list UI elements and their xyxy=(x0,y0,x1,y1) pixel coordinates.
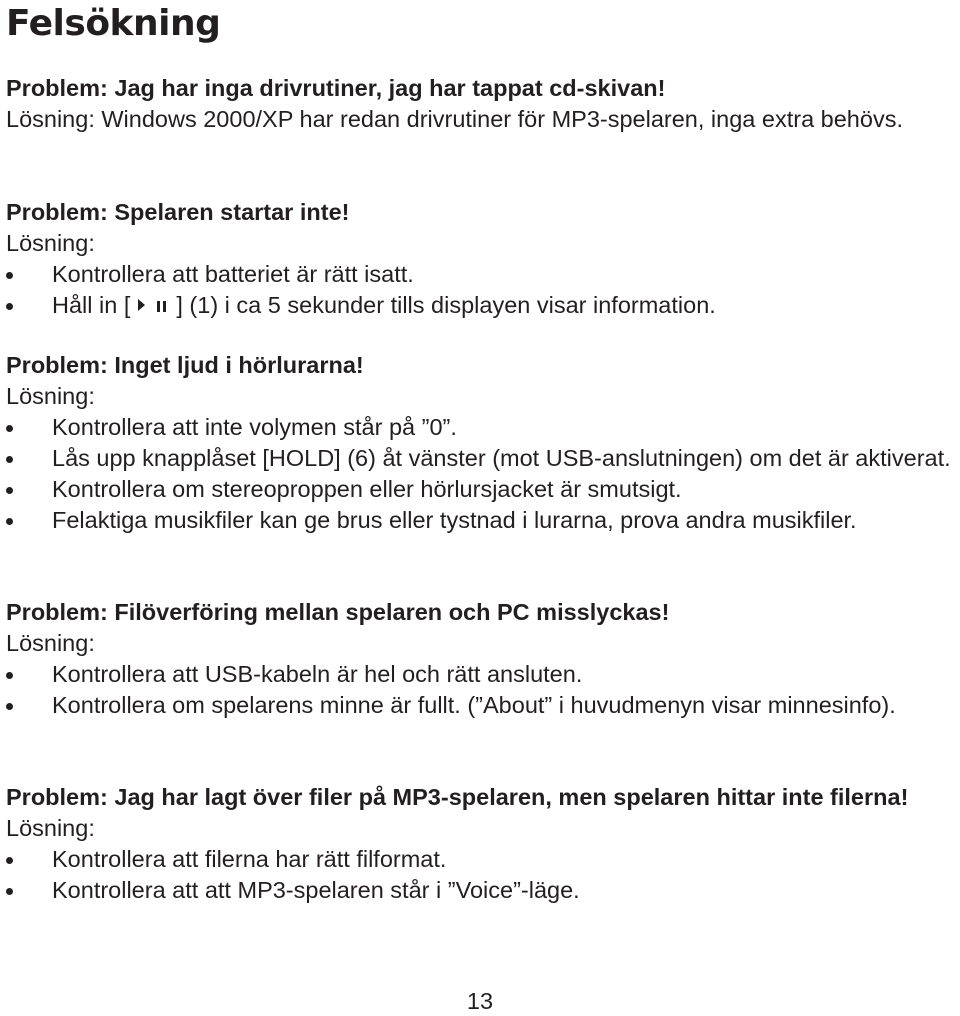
list-item xyxy=(6,474,956,505)
troubleshoot-section-no-sound xyxy=(6,350,956,536)
list-item-text: Kontrollera att att MP3-spelaren står i ”Voice”-läge. xyxy=(52,877,580,903)
problem-heading: Problem: Spelaren startar inte! xyxy=(6,199,350,225)
solution-list xyxy=(6,412,956,536)
bullet-icon xyxy=(6,487,13,494)
list-item-text-prefix: Håll in [ xyxy=(52,292,131,318)
solution-label: Lösning: xyxy=(6,630,95,656)
troubleshoot-section-transfer xyxy=(6,597,956,721)
bullet-icon xyxy=(6,303,13,310)
list-item xyxy=(6,505,956,536)
play-pause-icon xyxy=(130,295,176,315)
list-item xyxy=(6,690,956,721)
list-item-text: Kontrollera att USB-kabeln är hel och rätt ansluten. xyxy=(52,661,583,687)
list-item xyxy=(6,844,956,875)
problem-heading: Problem: Jag har inga drivrutiner, jag har tappat cd-skivan! xyxy=(6,75,666,101)
list-item-text: Kontrollera att inte volymen står på ”0”. xyxy=(52,414,457,440)
list-item-text: Kontrollera om stereoproppen eller hörlursjacket är smutsigt. xyxy=(52,476,682,502)
document-page xyxy=(6,0,956,903)
problem-heading: Problem: Inget ljud i hörlurarna! xyxy=(6,352,364,378)
bullet-icon xyxy=(6,703,13,710)
list-item xyxy=(6,443,956,474)
bullet-icon xyxy=(6,272,13,279)
bullet-icon xyxy=(6,456,13,463)
page-number: 13 xyxy=(466,988,494,1014)
list-item-text: Kontrollera att filerna har rätt filformat. xyxy=(52,846,447,872)
solution-label: Lösning: xyxy=(6,383,95,409)
solution-list xyxy=(6,659,956,721)
troubleshoot-section-drivers xyxy=(6,73,956,135)
page-title: Felsökning xyxy=(6,3,221,44)
list-item-text-suffix: ] (1) i ca 5 sekunder tills displayen visar information. xyxy=(176,292,716,318)
list-item-text: Kontrollera att batteriet är rätt isatt. xyxy=(52,261,414,287)
problem-heading: Problem: Filöverföring mellan spelaren och PC misslyckas! xyxy=(6,599,670,625)
list-item xyxy=(6,259,956,290)
list-item xyxy=(6,875,956,906)
list-item-text: Felaktiga musikfiler kan ge brus eller tystnad i lurarna, prova andra musikfiler. xyxy=(52,507,857,533)
list-item xyxy=(6,412,956,443)
troubleshoot-section-files-not-found xyxy=(6,782,956,906)
solution-list xyxy=(6,844,956,906)
solution-list xyxy=(6,259,956,321)
bullet-icon xyxy=(6,425,13,432)
bullet-icon xyxy=(6,857,13,864)
list-item xyxy=(6,659,956,690)
bullet-icon xyxy=(6,518,13,525)
list-item xyxy=(6,290,956,321)
solution-text: Lösning: Windows 2000/XP har redan drivrutiner för MP3-spelaren, inga extra behövs. xyxy=(6,106,903,132)
list-item-text: Kontrollera om spelarens minne är fullt. (”About” i huvudmenyn visar minnesinfo). xyxy=(52,692,896,718)
bullet-icon xyxy=(6,672,13,679)
troubleshoot-section-startup xyxy=(6,197,956,321)
solution-label: Lösning: xyxy=(6,230,95,256)
list-item-text: Lås upp knapplåset [HOLD] (6) åt vänster (mot USB-anslutningen) om det är aktiverat. xyxy=(52,445,951,471)
solution-label: Lösning: xyxy=(6,815,95,841)
bullet-icon xyxy=(6,888,13,895)
problem-heading: Problem: Jag har lagt över filer på MP3-spelaren, men spelaren hittar inte filerna! xyxy=(6,784,909,810)
